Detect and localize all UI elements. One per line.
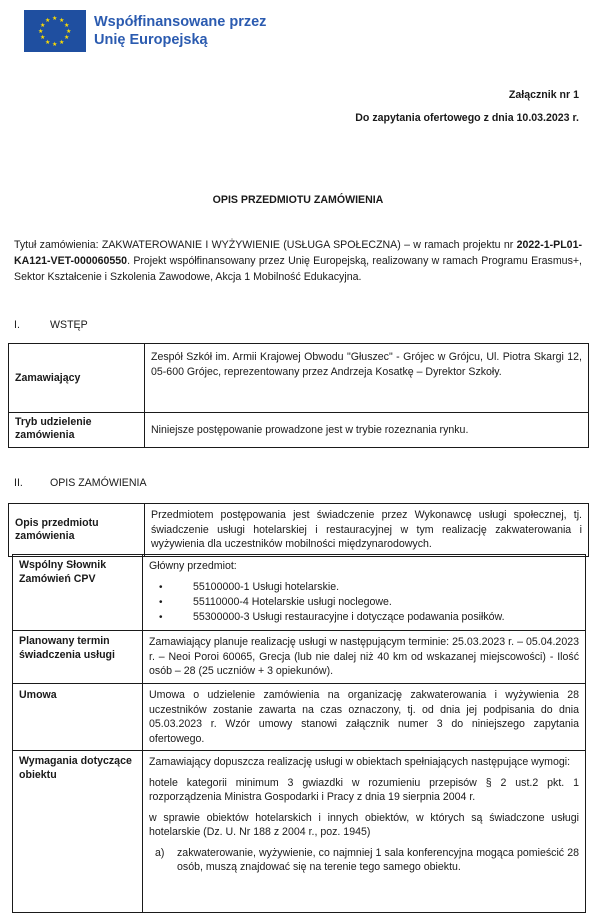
requirements-item-a-letter: a) <box>155 846 165 859</box>
annex-number: Załącznik nr 1 <box>508 89 579 101</box>
ordering-party-label: Zamawiający <box>9 344 145 413</box>
term-value: Zamawiający planuje realizację usługi w następującym terminie: 25.03.2023 r. – 05.04.2023 r. – Neoi Poroi 60065, Grecja (lub nie dalej niż 40 km od wskazanej miejscowości) - Ilość osób – 28 (25 uczniów + 3 opiekunów). <box>143 631 586 684</box>
section-1-title: WSTĘP <box>50 319 88 331</box>
procedure-mode-label: Tryb udzielenie zamówienia <box>9 413 145 448</box>
annex-inquiry-date: Do zapytania ofertowego z dnia 10.03.2023 r. <box>355 112 579 124</box>
table-row <box>13 555 586 631</box>
intro-paragraph <box>14 237 582 285</box>
table-row <box>9 344 589 413</box>
requirements-item-a-text: zakwaterowanie, wyżywienie, co najmniej 1 sala konferencyjna mogąca pomieścić 28 osób, muszą znajdować się na terenie tego samego obiektu. <box>177 846 579 873</box>
cpv-cell <box>143 555 586 631</box>
requirements-cell <box>143 751 586 913</box>
section-1-table <box>8 343 589 448</box>
table-row <box>13 631 586 684</box>
project-number: 2022-1-PL01-KA121-VET-000060550 <box>14 239 582 267</box>
cpv-label: Wspólny Słownik Zamówień CPV <box>13 555 143 631</box>
list-item: • 55110000-4 Hotelarskie usługi noclegowe. <box>149 595 579 610</box>
eu-text-line1: Współfinansowane przez <box>94 14 267 30</box>
section-1-heading <box>14 318 88 333</box>
table-row <box>13 684 586 751</box>
section-2-heading <box>14 476 147 491</box>
section-1-number: I. <box>14 319 20 331</box>
list-item: • 55100000-1 Usługi hotelarskie. <box>149 580 579 595</box>
cpv-intro: Główny przedmiot: <box>149 560 237 572</box>
eu-cofinancing-text <box>94 13 266 49</box>
table-row <box>9 504 589 557</box>
section-2-number: II. <box>14 477 23 489</box>
requirements-regulation: w sprawie obiektów hotelarskich i innych obiektów, w których są świadczone usługi hotelarskie (Dz. U. Nr 188 z 2004 r., poz. 1945) <box>149 811 579 838</box>
list-item: • 55300000-3 Usługi restauracyjne i dotyczące podawania posiłków. <box>149 610 579 625</box>
section-2-title: OPIS ZAMÓWIENIA <box>50 477 147 489</box>
subject-value: Przedmiotem postępowania jest świadczenie przez Wykonawcę usługi społecznej, tj. świadczenie usługi hotelarskiej i restauracyjnej w tym realizację zakwaterowania i wyżywienia dla uczestników mobilności międzynarodowych. <box>145 504 589 557</box>
procedure-mode-value: Niniejsze postępowanie prowadzone jest w trybie rozeznania rynku. <box>145 413 589 448</box>
table-row <box>9 413 589 448</box>
contract-label: Umowa <box>13 684 143 751</box>
ordering-party-value: Zespół Szkół im. Armii Krajowej Obwodu "Głuszec" - Grójec w Grójcu, Ul. Piotra Skargi 12, 05-600 Grójec, reprezentowany przez Andrzeja Kosatkę – Dyrektor Szkoły. <box>145 344 589 413</box>
term-label: Planowany termin świadczenia usługi <box>13 631 143 684</box>
requirements-hotel-category: hotele kategorii minimum 3 gwiazdki w rozumieniu przepisów § 2 ust.2 pkt. 1 rozporządzenia Ministra Gospodarki i Pracy z dnia 19 sierpnia 2004 r. <box>149 776 579 803</box>
contract-value: Umowa o udzielenie zamówienia na organizację zakwaterowania i wyżywienia 28 uczestników zostanie zawarta na czas oznaczony, tj. od dnia jej podpisania do dnia 05.03.2023 r. Wzór umowy stanowi załącznik numer 3 do niniejszego zapytania ofertowego. <box>143 684 586 751</box>
requirements-item-a <box>149 846 579 875</box>
document-title: OPIS PRZEDMIOTU ZAMÓWIENIA <box>212 194 384 206</box>
requirements-label: Wymagania dotyczące obiektu <box>13 751 143 913</box>
table-row <box>13 751 586 913</box>
intro-suffix: . Projekt współfinansowany przez Unię Europejską, realizowany w ramach Programu Erasmus+, Sektor Kształcenie i Szkolenia Zawodowe, Akcja 1 Mobilność Edukacyjna. <box>14 255 582 283</box>
section-2-details-table <box>12 554 586 913</box>
cpv-list <box>149 580 579 625</box>
intro-prefix: Tytuł zamówienia: ZAKWATEROWANIE I WYŻYWIENIE (USŁUGA SPOŁECZNA) – w ramach projektu nr <box>14 239 517 251</box>
annex-reference <box>355 84 579 130</box>
subject-label: Opis przedmiotu zamówienia <box>9 504 145 557</box>
eu-text-line2: Unię Europejską <box>94 32 208 48</box>
eu-flag-icon: ★ ★ ★ ★ ★ ★ ★ ★ ★ ★ ★ ★ <box>24 10 86 52</box>
requirements-intro: Zamawiający dopuszcza realizację usługi w obiektach spełniających następujące wymogi: <box>149 756 571 768</box>
section-2-subject-table <box>8 503 589 557</box>
eu-cofinancing-header <box>24 10 266 52</box>
